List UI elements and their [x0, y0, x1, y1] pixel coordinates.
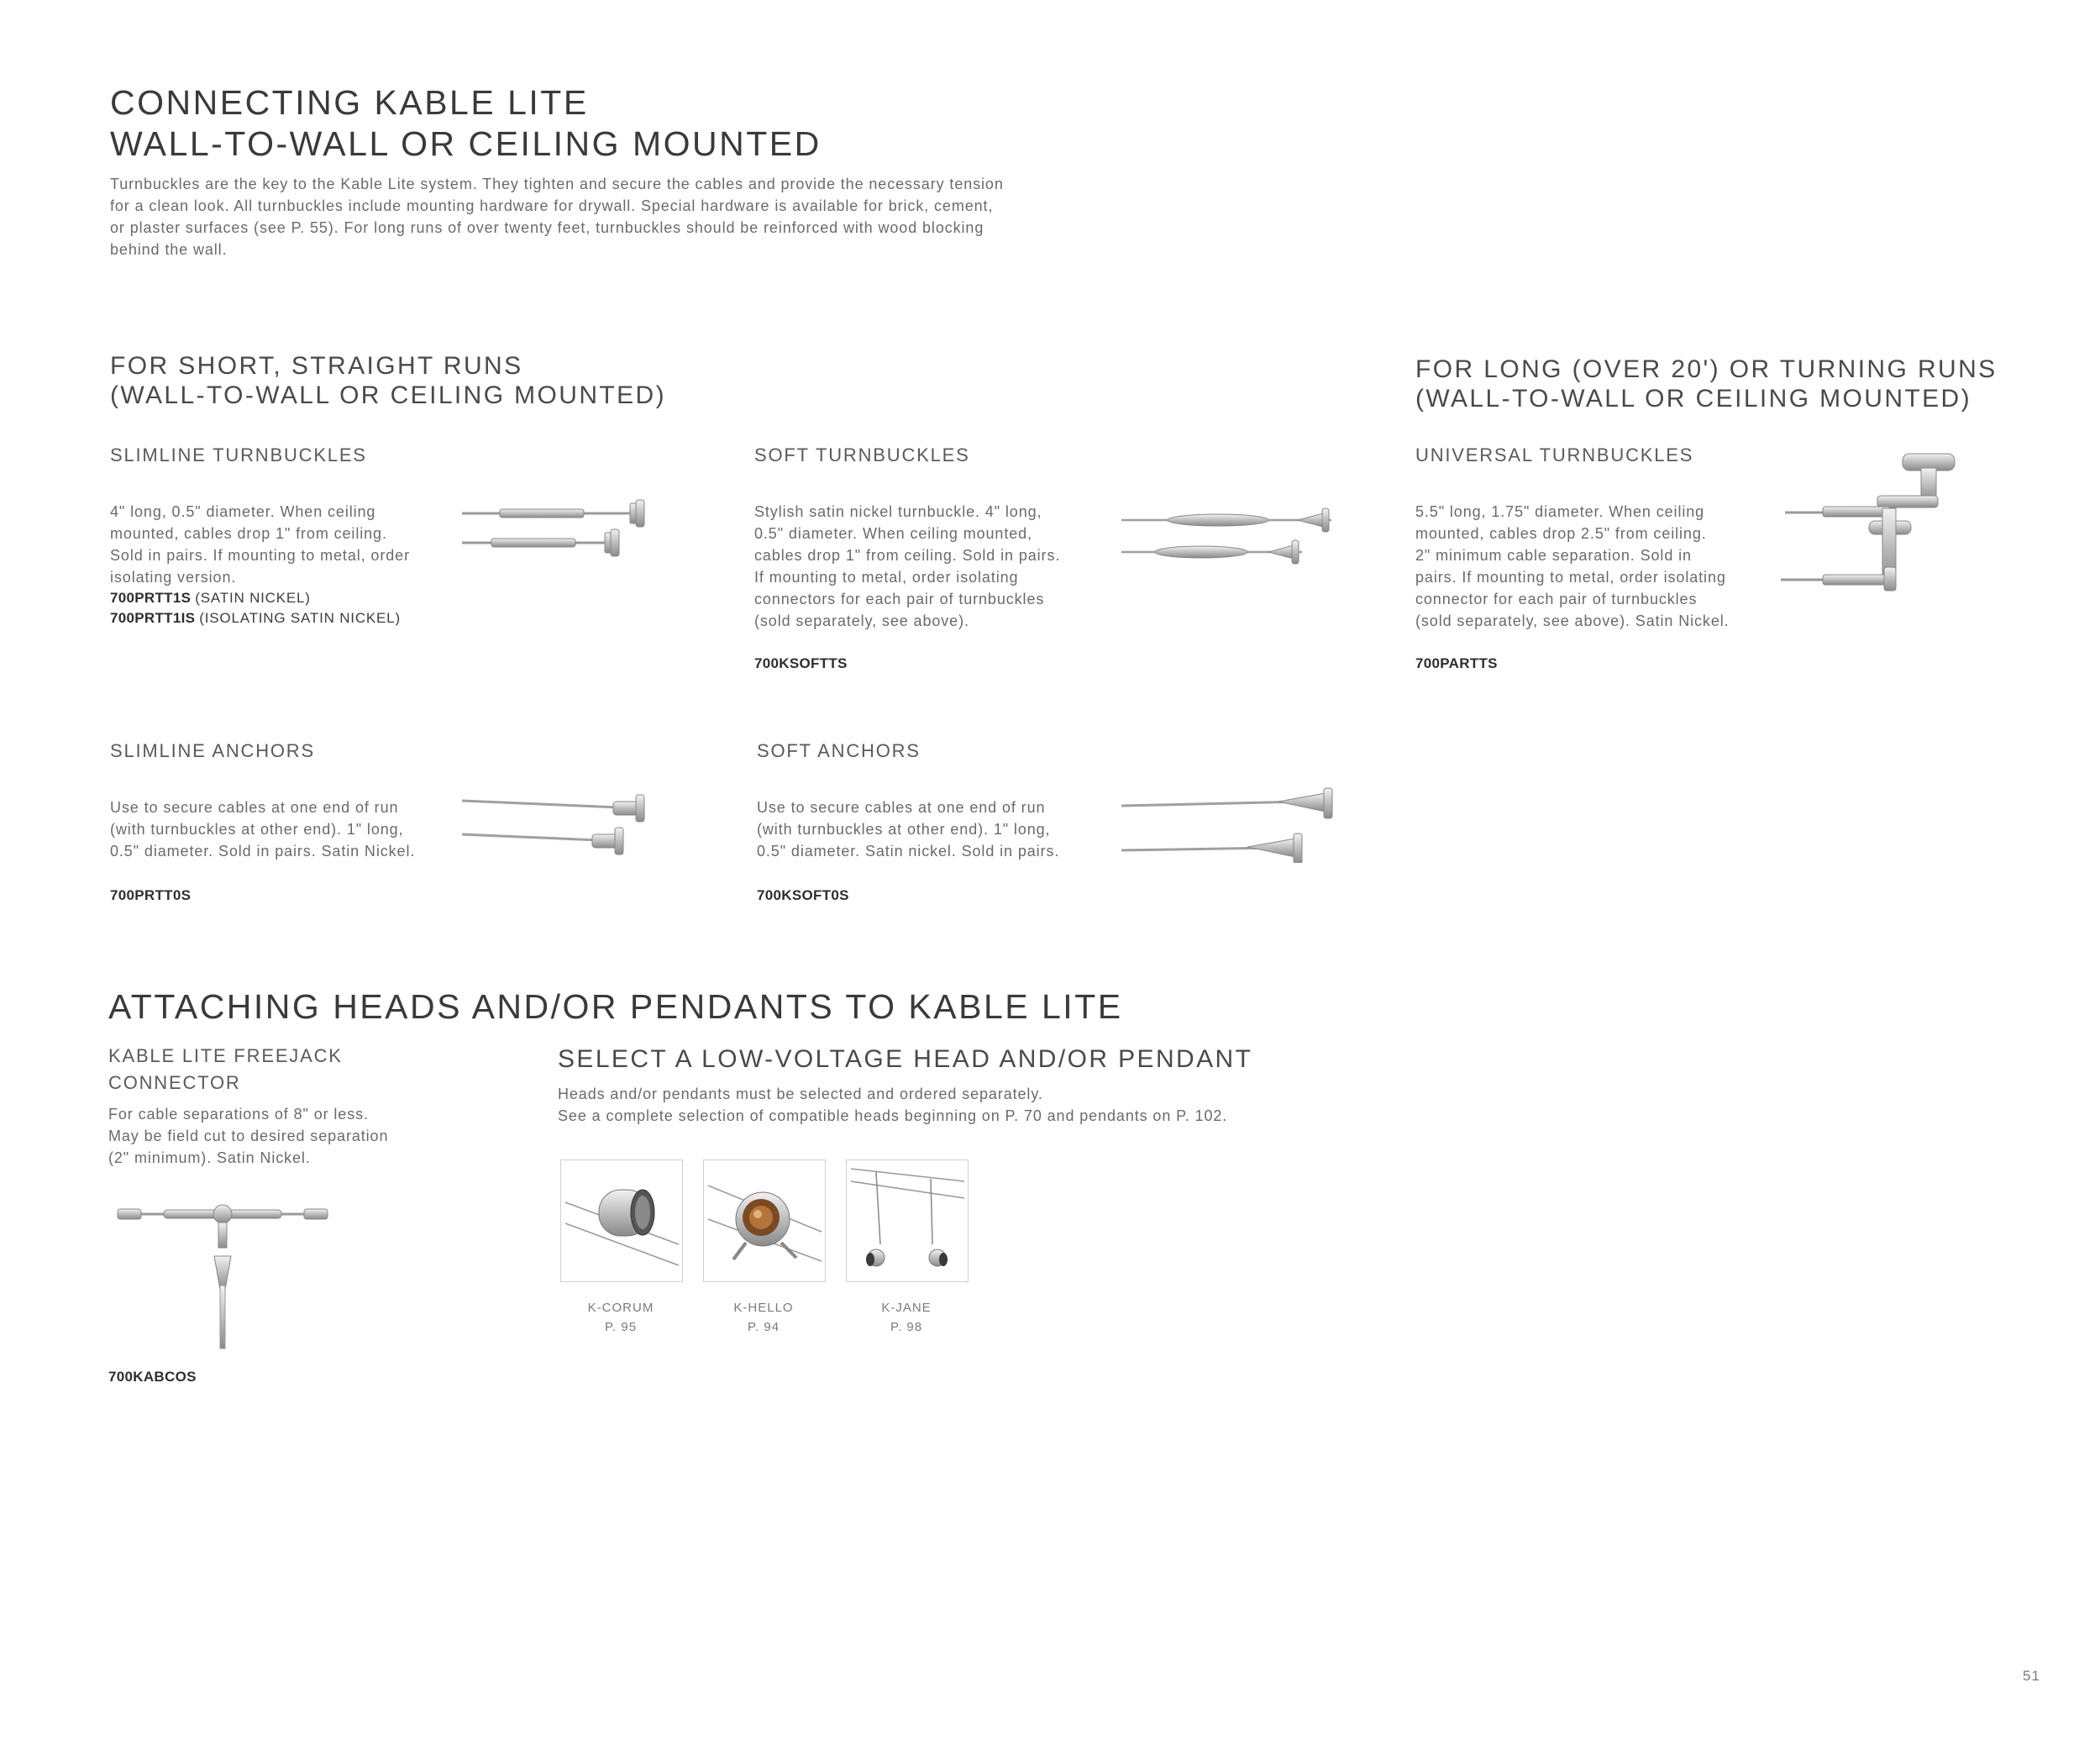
k-jane-image — [847, 1160, 968, 1281]
head-thumbnail-k-hello[interactable] — [703, 1159, 826, 1282]
product-title: SOFT ANCHORS — [757, 740, 921, 761]
sku-code: 700PARTTS — [1415, 655, 1498, 671]
product-description — [1415, 501, 1777, 632]
product-soft-anchors — [757, 738, 1110, 906]
long-runs-line1: FOR LONG (OVER 20') OR TURNING RUNS — [1415, 355, 1998, 383]
slimline-anchors-image — [458, 788, 676, 860]
soft-turnbuckles-image — [1117, 500, 1336, 567]
sku-code: 700KSOFTTS — [754, 655, 848, 671]
head-name: K-CORUM — [587, 1301, 654, 1315]
description-line: (with turnbuckles at other end). 1" long, — [110, 821, 404, 838]
intro-line: or plaster surfaces (see P. 55). For long runs of over twenty feet, turnbuckles should be reinforced with wood blocking — [110, 219, 984, 236]
product-title-line1: KABLE LITE FREEJACK — [108, 1045, 343, 1066]
description-line: 0.5" diameter. When ceiling mounted, — [754, 525, 1032, 542]
product-description — [108, 1103, 461, 1169]
sku-code: 700KSOFT0S — [757, 887, 849, 903]
product-description — [754, 501, 1107, 632]
attaching-heading: ATTACHING HEADS AND/OR PENDANTS TO KABLE LITE — [108, 987, 1123, 1026]
product-universal-turnbuckles — [1415, 442, 1777, 674]
sku-code: 700PRTT1S — [110, 590, 192, 606]
product-title: SOFT TURNBUCKLES — [754, 444, 970, 465]
description-line: (sold separately, see above). — [754, 613, 969, 629]
sku-description: (ISOLATING SATIN NICKEL) — [199, 610, 401, 626]
product-slimline-anchors — [110, 738, 463, 906]
page-header — [110, 82, 1118, 165]
product-description — [110, 797, 463, 862]
long-runs-line2: (WALL-TO-WALL OR CEILING MOUNTED) — [1415, 385, 1972, 413]
intro-line: for a clean look. All turnbuckles include mounting hardware for drywall. Special hardware is available for brick, cement, — [110, 197, 994, 214]
head-thumbnail-k-corum[interactable] — [560, 1159, 683, 1282]
sku-description: (SATIN NICKEL) — [195, 590, 311, 606]
page-number: 51 — [2023, 1668, 2040, 1684]
product-freejack-connector — [108, 1043, 461, 1169]
description-line: pairs. If mounting to metal, order isolating — [1415, 569, 1726, 586]
product-description — [757, 797, 1110, 862]
description-line: connectors for each pair of turnbuckles — [754, 591, 1045, 607]
head-page: P. 98 — [890, 1320, 923, 1334]
sku-row — [110, 588, 530, 608]
head-caption-k-hello — [703, 1298, 824, 1337]
description-line: Stylish satin nickel turnbuckle. 4" long, — [754, 503, 1042, 520]
head-name: K-HELLO — [733, 1301, 794, 1315]
intro-line: behind the wall. — [110, 241, 228, 258]
description-line: Sold in pairs. If mounting to metal, order — [110, 547, 410, 564]
select-heading: SELECT A LOW-VOLTAGE HEAD AND/OR PENDANT — [558, 1045, 1253, 1073]
description-line: (sold separately, see above). Satin Nickel. — [1415, 613, 1730, 629]
product-soft-turnbuckles — [754, 442, 1107, 674]
description-line: 4" long, 0.5" diameter. When ceiling — [110, 503, 376, 520]
select-head-section — [558, 1044, 1482, 1127]
description-line: connector for each pair of turnbuckles — [1415, 591, 1698, 607]
sku-code: 700PRTT1IS — [110, 610, 196, 626]
product-title-line2: CONNECTOR — [108, 1072, 241, 1093]
head-page: P. 94 — [747, 1320, 780, 1334]
description-line: isolating version. — [110, 569, 237, 586]
universal-turnbuckles-image — [1777, 450, 1970, 601]
short-runs-line2: (WALL-TO-WALL OR CEILING MOUNTED) — [110, 381, 667, 409]
short-runs-heading — [110, 351, 866, 410]
head-caption-k-corum — [560, 1298, 681, 1337]
short-runs-line1: FOR SHORT, STRAIGHT RUNS — [110, 352, 523, 380]
slimline-turnbuckles-image — [458, 492, 676, 563]
product-slimline-turnbuckles — [110, 442, 463, 588]
description-line: If mounting to metal, order isolating — [754, 569, 1019, 586]
soft-anchors-image — [1117, 783, 1336, 863]
description-line: Use to secure cables at one end of run — [110, 799, 399, 816]
description-line: 5.5" long, 1.75" diameter. When ceiling — [1415, 503, 1705, 520]
sku-list — [110, 588, 530, 628]
product-title: SLIMLINE ANCHORS — [110, 740, 315, 761]
description-line: cables drop 1" from ceiling. Sold in pairs. — [754, 547, 1061, 564]
head-name: K-JANE — [881, 1301, 932, 1315]
head-page: P. 95 — [604, 1320, 638, 1334]
head-thumbnail-k-jane[interactable] — [846, 1159, 969, 1282]
long-runs-heading — [1415, 355, 2087, 413]
description-line: (2" minimum). Satin Nickel. — [108, 1149, 311, 1166]
freejack-connector-image — [113, 1197, 332, 1353]
sku-code: 700KABCOS — [108, 1369, 197, 1385]
description-line: Heads and/or pendants must be selected and ordered separately. — [558, 1086, 1043, 1102]
description-line: mounted, cables drop 1" from ceiling. — [110, 525, 387, 542]
product-title: UNIVERSAL TURNBUCKLES — [1415, 444, 1694, 465]
page-title-line2: WALL-TO-WALL OR CEILING MOUNTED — [110, 124, 822, 163]
description-line: 0.5" diameter. Satin nickel. Sold in pairs. — [757, 843, 1060, 860]
intro-line: Turnbuckles are the key to the Kable Lite system. They tighten and secure the cables and provide the necessary tension — [110, 176, 1004, 192]
head-caption-k-jane — [846, 1298, 967, 1337]
description-line: See a complete selection of compatible heads beginning on P. 70 and pendants on P. 102. — [558, 1107, 1228, 1124]
description-line: (with turnbuckles at other end). 1" long, — [757, 821, 1051, 838]
page-title-line1: CONNECTING KABLE LITE — [110, 83, 589, 122]
sku-row — [110, 608, 530, 628]
product-title: SLIMLINE TURNBUCKLES — [110, 444, 367, 465]
product-description — [110, 501, 463, 588]
description-line: May be field cut to desired separation — [108, 1128, 389, 1144]
description-line: 0.5" diameter. Sold in pairs. Satin Nickel. — [110, 843, 416, 860]
description-line: Use to secure cables at one end of run — [757, 799, 1046, 816]
description-line: 2" minimum cable separation. Sold in — [1415, 547, 1692, 564]
description-line: For cable separations of 8" or less. — [108, 1106, 369, 1123]
intro-paragraph — [110, 173, 1118, 260]
select-description — [558, 1083, 1482, 1127]
k-corum-image — [561, 1160, 682, 1281]
sku-code: 700PRTT0S — [110, 887, 192, 903]
description-line: mounted, cables drop 2.5" from ceiling. — [1415, 525, 1707, 542]
k-hello-image — [704, 1160, 825, 1281]
